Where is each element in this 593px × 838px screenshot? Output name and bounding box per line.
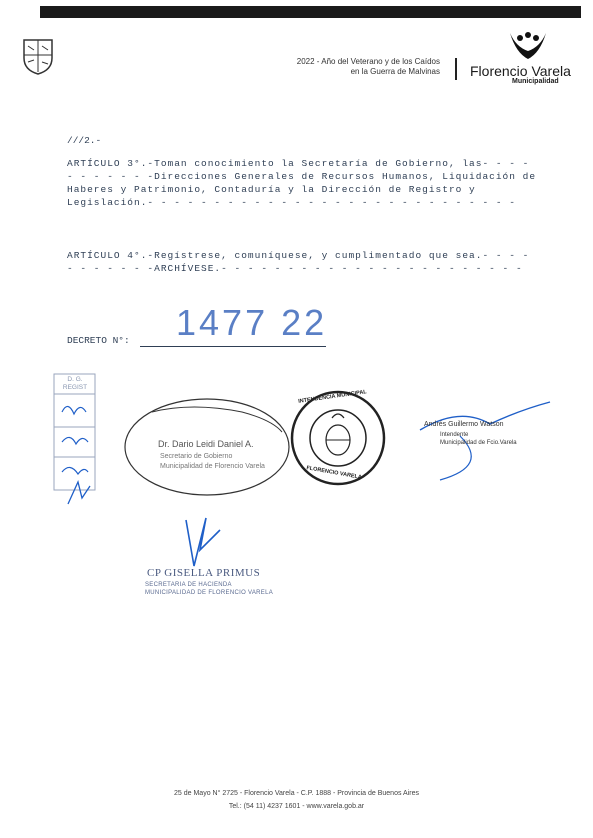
signature-4-role: SECRETARIA DE HACIENDA xyxy=(145,582,232,588)
seal-bottom-text: FLORENCIO VARELA xyxy=(305,465,363,481)
signature-3-role: Intendente xyxy=(440,432,469,438)
page-reference: ///2.- xyxy=(67,135,102,146)
signature-4-name: CP GISELLA PRIMUS xyxy=(147,567,261,579)
article-4 xyxy=(67,249,539,275)
brand-subtitle: Municipalidad xyxy=(512,78,559,85)
decreto-underline xyxy=(140,346,326,347)
seal-top-text: INTENDENCIA MUNICIPAL xyxy=(297,389,368,405)
brand-name: Florencio Varela xyxy=(470,63,571,79)
signature-1-org: Municipalidad de Florencio Varela xyxy=(160,463,265,470)
signature-4-title xyxy=(145,581,273,597)
florencio-varela-logo-icon xyxy=(506,29,550,63)
decreto-number-stamp: 1477 22 xyxy=(176,302,328,343)
article-3 xyxy=(67,157,539,209)
article-3-line-3: Haberes y Patrimonio, Contaduría y la Dirección de Registro y xyxy=(67,184,476,195)
signature-1-title xyxy=(160,452,265,472)
header-divider xyxy=(455,58,457,80)
signature-4-scribble xyxy=(176,510,226,574)
footer-address: 25 de Mayo N° 2725 - Florencio Varela - C.P. 1888 - Provincia de Buenos Aires xyxy=(174,790,419,797)
decreto-label: DECRETO N°: xyxy=(67,335,130,346)
article-4-line-1: ARTÍCULO 4°.-Regístrese, comuníquese, y cumplimentado que sea.- - - - xyxy=(67,250,530,261)
signature-3-name: Andrés Guillermo Watson xyxy=(424,421,504,428)
registry-stamp-title: D. G. REGIST xyxy=(62,376,88,391)
signature-1-name: Dr. Dario Leidi Daniel A. xyxy=(158,439,254,449)
signature-4-org: MUNICIPALIDAD DE FLORENCIO VARELA xyxy=(145,590,274,596)
signature-3-title xyxy=(440,431,517,447)
article-4-line-2: - - - - - - -ARCHÍVESE.- - - - - - - - - - - - - - - - - - - - - - - xyxy=(67,263,523,274)
signature-1-role: Secretario de Gobierno xyxy=(160,453,233,460)
coat-of-arms-icon xyxy=(22,38,54,76)
article-3-line-1: ARTÍCULO 3°.-Toman conocimiento la Secretaría de Gobierno, las- - - - xyxy=(67,158,530,169)
top-scan-bar xyxy=(40,6,581,18)
year-motto xyxy=(200,57,440,77)
signature-3-org: Municipalidad de Fcio.Varela xyxy=(440,440,517,446)
footer-contact: Tel.: (54 11) 4237 1601 - www.varela.gob.ar xyxy=(228,803,365,810)
initials-signature xyxy=(64,478,94,508)
article-3-line-2: - - - - - - -Direcciones Generales de Recursos Humanos, Liquidación de xyxy=(67,171,537,182)
article-3-line-4: Legislación.- - - - - - - - - - - - - - - - - - - - - - - - - - - - xyxy=(67,197,516,208)
motto-line-2: en la Guerra de Malvinas xyxy=(350,67,440,76)
motto-line-1: 2022 - Año del Veterano y de los Caídos xyxy=(296,57,440,66)
